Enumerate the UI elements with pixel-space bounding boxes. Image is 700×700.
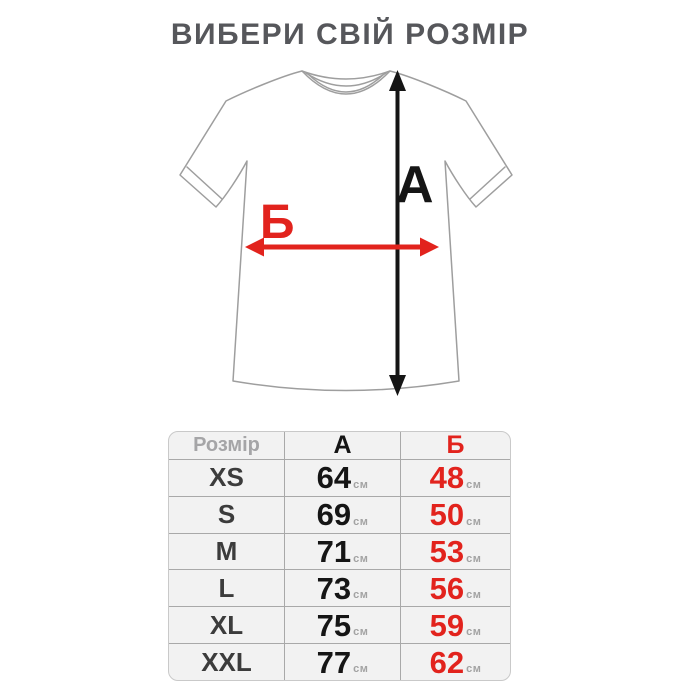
tshirt-diagram xyxy=(170,55,530,405)
unit-label: см xyxy=(353,515,369,528)
width-value-cell xyxy=(400,459,510,496)
unit-label: см xyxy=(466,552,482,565)
width-value-cell xyxy=(400,606,510,643)
length-value-cell xyxy=(284,643,400,680)
unit-label: см xyxy=(466,663,482,676)
length-value-cell xyxy=(284,569,400,606)
length-value-cell xyxy=(284,606,400,643)
width-value: 56 xyxy=(429,570,465,606)
unit-label: см xyxy=(353,589,369,602)
size-table xyxy=(168,431,511,681)
length-value: 64 xyxy=(316,460,352,496)
unit-label: см xyxy=(466,515,482,528)
width-value: 59 xyxy=(429,607,465,643)
size-cell: XL xyxy=(169,606,284,643)
width-value: 50 xyxy=(429,497,465,533)
unit-label: см xyxy=(353,552,369,565)
table-header-a: А xyxy=(284,432,400,459)
size-cell: M xyxy=(169,533,284,570)
width-value-cell xyxy=(400,533,510,570)
unit-label: см xyxy=(353,478,369,491)
width-value: 53 xyxy=(429,534,465,570)
width-value: 62 xyxy=(429,644,465,680)
length-value: 77 xyxy=(316,644,352,680)
length-value-cell xyxy=(284,459,400,496)
length-value-cell xyxy=(284,496,400,533)
length-value: 71 xyxy=(316,534,352,570)
width-value-cell xyxy=(400,569,510,606)
width-value-cell xyxy=(400,643,510,680)
tshirt-illustration xyxy=(170,55,530,405)
table-header-size: Розмір xyxy=(193,434,260,456)
length-value: 73 xyxy=(316,570,352,606)
table-header-b: Б xyxy=(400,432,510,459)
unit-label: см xyxy=(466,626,482,639)
size-cell: S xyxy=(169,496,284,533)
unit-label: см xyxy=(353,663,369,676)
size-cell: XXL xyxy=(169,643,284,680)
tshirt-outline xyxy=(180,71,512,391)
unit-label: см xyxy=(466,589,482,602)
page-title: ВИБЕРИ СВІЙ РОЗМІР xyxy=(170,18,530,51)
width-dimension-label: Б xyxy=(260,196,295,249)
length-value-cell xyxy=(284,533,400,570)
unit-label: см xyxy=(353,626,369,639)
unit-label: см xyxy=(466,478,482,491)
width-value-cell xyxy=(400,496,510,533)
length-dimension-label: А xyxy=(396,156,434,214)
width-value: 48 xyxy=(429,460,465,496)
size-cell: L xyxy=(169,569,284,606)
length-value: 75 xyxy=(316,607,352,643)
length-value: 69 xyxy=(316,497,352,533)
size-cell: XS xyxy=(169,459,284,496)
